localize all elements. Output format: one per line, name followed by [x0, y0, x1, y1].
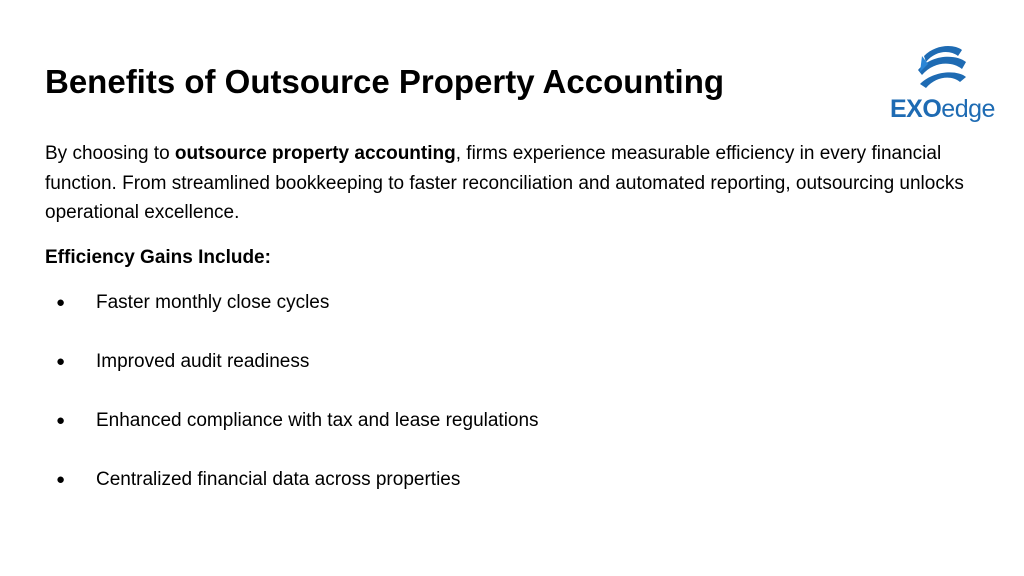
- bullet-dot-icon: ●: [56, 471, 66, 488]
- list-item-text: Faster monthly close cycles: [96, 292, 330, 313]
- page-title: Benefits of Outsource Property Accounting: [45, 63, 725, 100]
- bullet-dot-icon: ●: [56, 412, 66, 429]
- logo-text-edge: edge: [941, 95, 995, 123]
- bullet-dot-icon: ●: [56, 353, 66, 370]
- intro-keyword: outsource property accounting: [174, 143, 456, 164]
- exoedge-swirl-icon: [886, 38, 990, 96]
- list-item-text: Centralized financial data across properties: [96, 469, 461, 490]
- list-item-text: Improved audit readiness: [96, 351, 310, 372]
- section-subheading: Efficiency Gains Include:: [45, 247, 271, 268]
- list-item-text: Enhanced compliance with tax and lease regulations: [96, 410, 539, 431]
- intro-paragraph: [45, 139, 995, 228]
- exoedge-logo: [886, 38, 995, 128]
- logo-text-exo: EXO: [890, 95, 942, 123]
- bullet-dot-icon: ●: [56, 294, 66, 311]
- intro-text-end: , firms experience measurable efficiency in every financial function. From streamlined bookkeeping to faster reconciliation and automated reporting, outsourcing unlocks operational excellence.: [45, 143, 964, 223]
- logo-wordmark: [890, 94, 995, 124]
- intro-text-start: By choosing to: [45, 143, 175, 164]
